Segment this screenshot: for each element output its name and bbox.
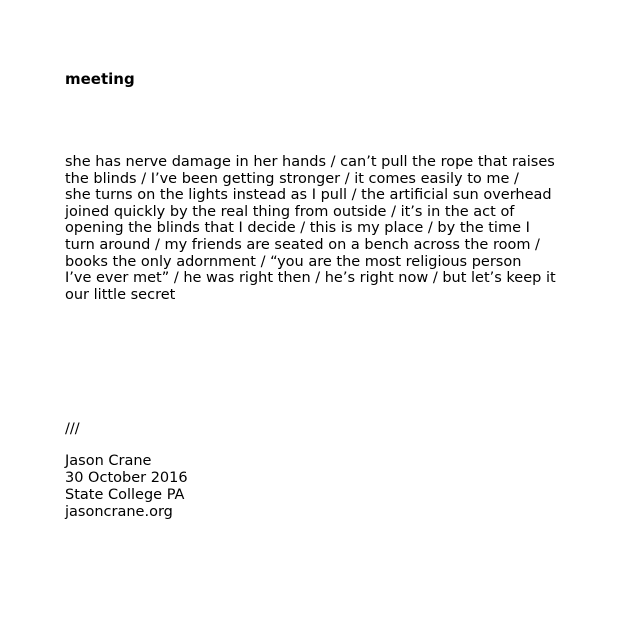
poem-line: the blinds / I’ve been getting stronger / it comes easily to me / xyxy=(65,170,519,187)
author-website: jasoncrane.org xyxy=(65,504,173,520)
author-name: Jason Crane xyxy=(65,453,152,469)
poem-body xyxy=(65,154,625,303)
poem-line: I’ve ever met” / he was right then / he’s right now / but let’s keep it xyxy=(65,270,556,287)
poem-line: she turns on the lights instead as I pull / the artificial sun overhead xyxy=(65,187,552,204)
poem-line: she has nerve damage in her hands / can’t pull the rope that raises xyxy=(65,154,555,170)
signature-block xyxy=(65,453,188,521)
poem-line: opening the blinds that I decide / this is my place / by the time I xyxy=(65,220,530,237)
poem-line: turn around / my friends are seated on a bench across the room / xyxy=(65,236,540,253)
poem-title: meeting xyxy=(65,70,135,88)
poem-line: books the only adornment / “you are the most religious person xyxy=(65,253,522,270)
poem-line: joined quickly by the real thing from outside / it’s in the act of xyxy=(65,203,515,220)
poem-line: our little secret xyxy=(65,286,176,303)
poem-location: State College PA xyxy=(65,487,185,503)
section-separator: /// xyxy=(65,421,80,437)
poem-date: 30 October 2016 xyxy=(65,470,188,486)
